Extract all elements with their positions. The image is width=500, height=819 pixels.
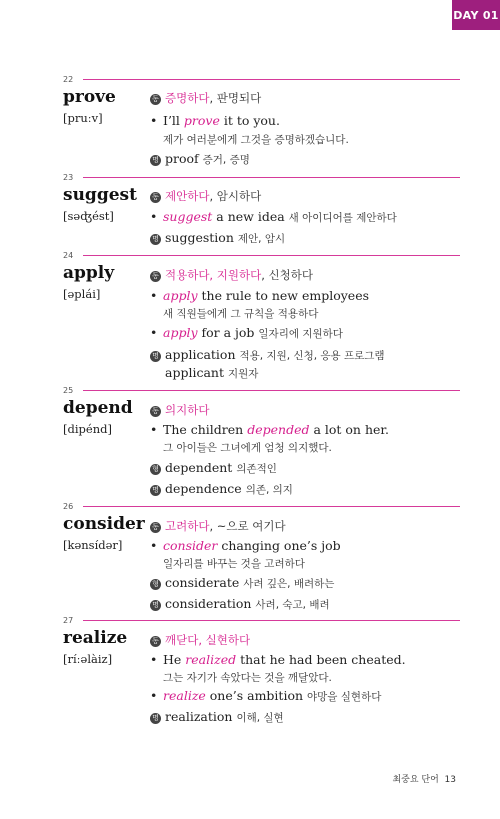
bullet: • [150, 538, 158, 553]
meaning-line [150, 402, 209, 418]
meaning-main: 깨닫다, 실현하다 [165, 633, 251, 647]
headword: apply [63, 263, 115, 283]
bullet: • [150, 422, 158, 437]
meaning-main: 제안하다 [165, 189, 210, 203]
meaning-line [150, 188, 261, 204]
headword: consider [63, 514, 145, 534]
headword: suggest [63, 185, 137, 205]
example-sentence: • apply for a job 일자리에 지원하다 [150, 325, 343, 340]
entry-divider [83, 79, 460, 80]
bullet: • [150, 288, 158, 303]
derived-word: 형 dependent 의존적인 [150, 460, 277, 477]
example-sentence: • realize one’s ambition 야망을 실현하다 [150, 688, 382, 703]
entry-divider [83, 620, 460, 621]
bullet: • [150, 688, 158, 703]
meaning-line [150, 267, 313, 283]
example-sentence: • He realized that he had been cheated. [150, 652, 406, 667]
derived-word: 형 considerate 사려 깊은, 배려하는 [150, 575, 334, 592]
pronunciation: [dipénd] [63, 422, 112, 436]
derived-word: 명 application 적용, 지원, 신청, 응용 프로그램 [150, 347, 385, 364]
meaning-line [150, 90, 261, 106]
meaning-main: 의지하다 [165, 403, 210, 417]
pos-badge: 동 [150, 192, 161, 203]
example-sentence: • The children depended a lot on her. [150, 422, 389, 437]
meaning-rest: , 암시하다 [209, 189, 262, 203]
meaning-main: 적용하다, 지원하다 [165, 268, 262, 282]
example-translation: 일자리를 바꾸는 것을 고려하다 [163, 558, 305, 570]
example-sentence: • apply the rule to new employees [150, 288, 370, 303]
entry-divider [83, 390, 460, 391]
highlight-word: apply [163, 325, 198, 340]
example-sentence: • I’ll prove it to you. [150, 113, 280, 128]
derived-word: 명 consideration 사려, 숙고, 배려 [150, 596, 330, 613]
entry-number: 27 [63, 616, 74, 625]
highlight-word: realize [163, 688, 206, 703]
entry-number: 23 [63, 173, 74, 182]
pronunciation: [pruːv] [63, 111, 103, 125]
page-number: 13 [444, 775, 456, 785]
pos-badge: 명 [150, 234, 161, 245]
entry-divider [83, 506, 460, 507]
pos-badge: 형 [150, 579, 161, 590]
meaning-rest: , ~으로 여기다 [209, 519, 286, 533]
entry-number: 25 [63, 386, 74, 395]
pos-badge: 명 [150, 713, 161, 724]
example-sentence: • suggest a new idea 새 아이디어를 제안하다 [150, 209, 397, 224]
bullet: • [150, 652, 158, 667]
entry-number: 22 [63, 75, 74, 84]
example-translation: 그는 자기가 속았다는 것을 깨달았다. [163, 672, 332, 684]
meaning-main: 증명하다 [165, 91, 210, 105]
example-translation: 야망을 실현하다 [307, 691, 382, 703]
highlight-word: prove [183, 113, 220, 128]
pronunciation: [ríːəlàiz] [63, 652, 113, 666]
bullet: • [150, 209, 158, 224]
headword: prove [63, 87, 116, 107]
entry-divider [83, 177, 460, 178]
pos-badge: 동 [150, 94, 161, 105]
example-translation: 새 직원들에게 그 규칙을 적용하다 [163, 308, 319, 320]
pronunciation: [kənsídər] [63, 538, 123, 552]
page-footer [0, 772, 456, 785]
headword: realize [63, 628, 128, 648]
meaning-main: 고려하다 [165, 519, 210, 533]
highlight-word: realized [185, 652, 237, 667]
pos-badge: 명 [150, 600, 161, 611]
highlight-word: depended [247, 422, 310, 437]
derived-word: 명 suggestion 제안, 암시 [150, 230, 285, 247]
highlight-word: suggest [163, 209, 213, 224]
entry-number: 24 [63, 251, 74, 260]
highlight-word: apply [163, 288, 198, 303]
example-sentence: • consider changing one’s job [150, 538, 341, 553]
meaning-rest: , 신청하다 [261, 268, 313, 282]
meaning-line [150, 518, 286, 534]
highlight-word: consider [163, 538, 218, 553]
derived-word: 명 realization 이해, 실현 [150, 709, 284, 726]
pos-badge: 명 [150, 155, 161, 166]
example-translation: 새 아이디어를 제안하다 [288, 212, 397, 224]
pos-badge: 동 [150, 271, 161, 282]
meaning-line [150, 632, 250, 648]
pos-badge: 동 [150, 406, 161, 417]
example-translation: 일자리에 지원하다 [258, 328, 343, 340]
pos-badge: 형 [150, 464, 161, 475]
footer-label: 최중요 단어 [392, 775, 439, 785]
headword: depend [63, 398, 133, 418]
bullet: • [150, 113, 158, 128]
pos-badge: 동 [150, 522, 161, 533]
derived-word: applicant 지원자 [165, 365, 259, 380]
derived-word: 명 dependence 의존, 의지 [150, 481, 293, 498]
entry-number: 26 [63, 502, 74, 511]
pronunciation: [səʤést] [63, 209, 114, 223]
pronunciation: [əplái] [63, 287, 101, 301]
pos-badge: 명 [150, 485, 161, 496]
derived-word: 명 proof 증거, 증명 [150, 151, 250, 168]
meaning-rest: , 판명되다 [209, 91, 262, 105]
day-badge: DAY 01 [452, 0, 500, 30]
entry-divider [83, 255, 460, 256]
pos-badge: 동 [150, 636, 161, 647]
bullet: • [150, 325, 158, 340]
example-translation: 그 아이들은 그녀에게 엄청 의지했다. [163, 442, 332, 454]
example-translation: 제가 여러분에게 그것을 증명하겠습니다. [163, 134, 349, 146]
pos-badge: 명 [150, 351, 161, 362]
